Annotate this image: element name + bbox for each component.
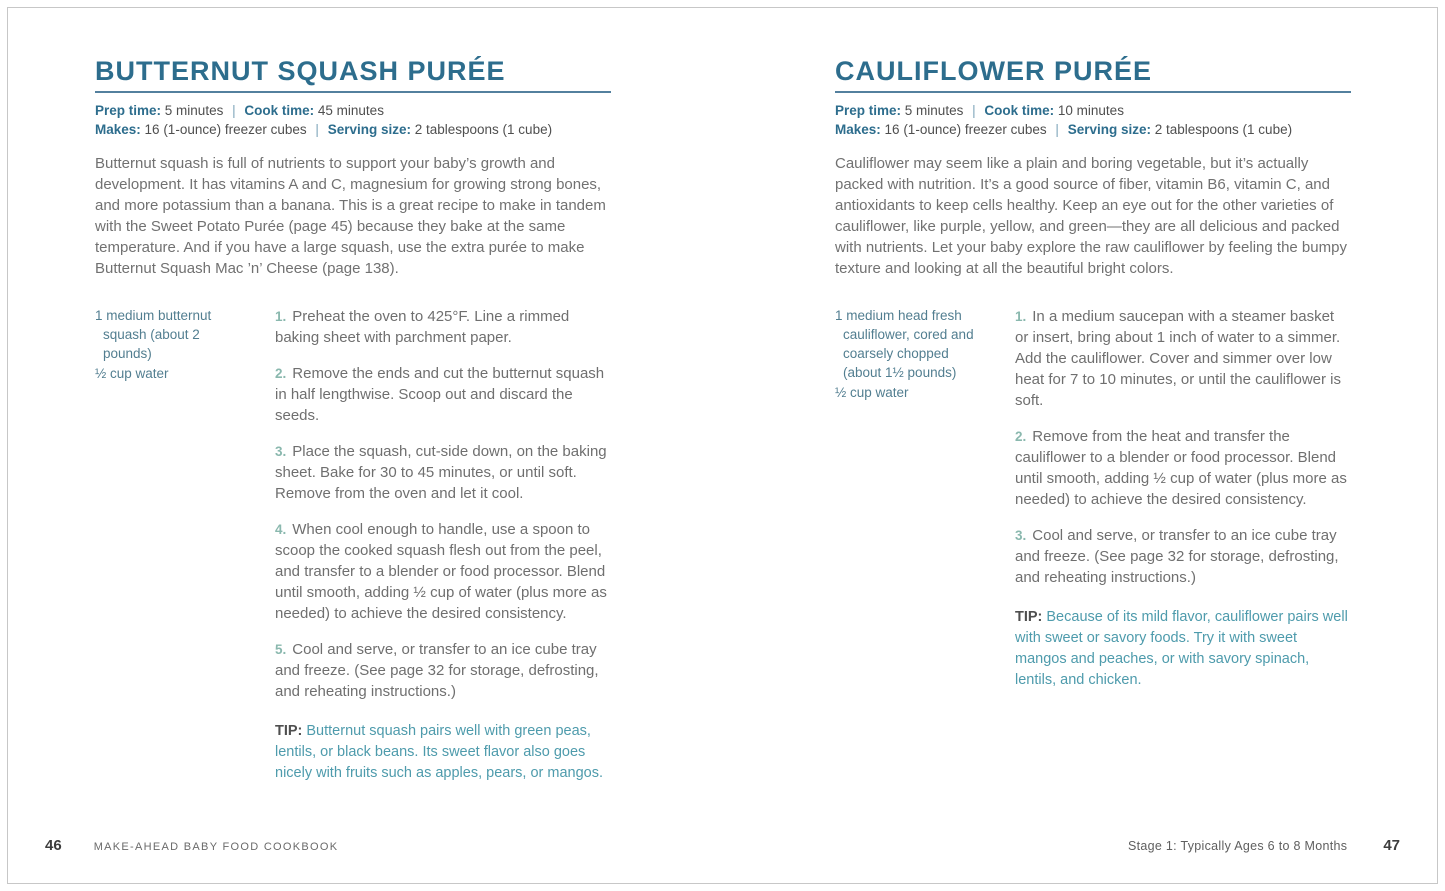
recipe-body [95,306,611,784]
prep-time-value: 5 minutes [904,103,964,118]
step-number: 3. [1015,528,1027,543]
step-text: When cool enough to handle, use a spoon to scoop the cooked squash flesh out from the peel, and transfer to a blender or food processor. Blend until smooth, adding ½ cup of water (plus more as needed) to achieve the desired consistency. [275,521,607,622]
meta-separator: | [1055,122,1059,137]
meta-separator: | [232,103,236,118]
footer-right [1128,837,1400,854]
page-number-right: 47 [1383,837,1400,854]
recipe-title: CAULIFLOWER PURÉE [835,56,1152,86]
step-text: In a medium saucepan with a steamer basket or insert, bring about 1 inch of water to a simmer. Add the cauliflower. Cover and simmer over low heat for 7 to 10 minutes, or until the cauliflower is soft. [1015,308,1342,409]
meta-line-times [95,101,611,120]
makes-label: Makes: [835,122,881,137]
step-item [1015,306,1351,411]
step-list [1015,306,1351,691]
step-text: Preheat the oven to 425°F. Line a rimmed baking sheet with parchment paper. [275,308,570,346]
cook-time-value: 45 minutes [317,103,384,118]
prep-time-label: Prep time: [95,103,162,118]
meta-line-yield [95,120,611,139]
makes-value: 16 (1-ounce) freezer cubes [144,122,307,137]
step-number: 5. [275,642,287,657]
meta-separator: | [972,103,976,118]
book-title-footer: MAKE-AHEAD BABY FOOD COOKBOOK [93,841,339,853]
ingredient-item: ½ cup water [835,385,909,400]
step-item [275,363,611,426]
step-number: 1. [275,309,287,324]
ingredient-item: ½ cup water [95,366,169,381]
tip-text: Butternut squash pairs well with green peas, lentils, or black beans. Its sweet flavor also goes nicely with fruits such as apples, pears, or mangos. [275,723,604,781]
step-text: Cool and serve, or transfer to an ice cube tray and freeze. (See page 32 for storage, defrosting, and reheating instructions.) [275,641,599,700]
step-number: 2. [275,366,287,381]
step-text: Cool and serve, or transfer to an ice cube tray and freeze. (See page 32 for storage, defrosting, and reheating instructions.) [1015,527,1339,586]
recipe-page-cauliflower [835,56,1351,691]
step-number: 1. [1015,309,1027,324]
page-number-left: 46 [45,837,62,854]
recipe-meta [95,101,611,139]
footer-left [45,837,338,854]
step-item [275,519,611,624]
chapter-title-footer: Stage 1: Typically Ages 6 to 8 Months [1127,839,1348,853]
meta-separator: | [315,122,319,137]
step-text: Place the squash, cut-side down, on the baking sheet. Bake for 30 to 45 minutes, or until soft. Remove from the oven and let it cool. [275,443,607,502]
ingredient-item: 1 medium butternut squash (about 2 pounds) [95,308,212,361]
footer [0,837,1445,859]
step-item [275,306,611,348]
tip-label: TIP: [1015,609,1043,625]
recipe-page-butternut-squash [95,56,611,784]
step-number: 2. [1015,429,1027,444]
step-number: 3. [275,444,287,459]
recipe-meta [835,101,1351,139]
recipe-title: BUTTERNUT SQUASH PURÉE [95,56,506,86]
cook-time-value: 10 minutes [1057,103,1124,118]
title-rule [95,91,611,93]
serving-size-label: Serving size: [327,122,411,137]
cook-time-label: Cook time: [984,103,1055,118]
ingredient-list [835,306,985,403]
recipe-intro: Butternut squash is full of nutrients to support your baby’s growth and development. It has vitamins A and C, magnesium for growing strong bones, and more potassium than a banana. This is a great recipe to make in tandem with the Sweet Potato Purée (page 45) because they bake at the same temperature. And if you have a large squash, use the extra purée to make Butternut Squash Mac ’n’ Cheese (page 138). [95,155,606,277]
makes-label: Makes: [95,122,141,137]
step-list [275,306,611,784]
step-number: 4. [275,522,287,537]
title-rule [835,91,1351,93]
makes-value: 16 (1-ounce) freezer cubes [884,122,1047,137]
step-text: Remove the ends and cut the butternut squash in half lengthwise. Scoop out and discard the seeds. [275,365,605,424]
tip-text: Because of its mild flavor, cauliflower pairs well with sweet or savory foods. Try it with sweet mangos and peaches, or with savory spinach, lentils, and chicken. [1015,609,1348,688]
prep-time-label: Prep time: [835,103,902,118]
cook-time-label: Cook time: [244,103,315,118]
ingredient-item: 1 medium head fresh cauliflower, cored and coarsely chopped (about 1½ pounds) [835,308,974,380]
meta-line-yield [835,120,1351,139]
step-item [275,639,611,702]
recipe-tip [275,721,611,784]
serving-size-value: 2 tablespoons (1 cube) [1154,122,1293,137]
recipe-body [835,306,1351,691]
step-text: Remove from the heat and transfer the cauliflower to a blender or food processor. Blend until smooth, adding ½ cup of water (plus more as needed) to achieve the desired consistency. [1015,428,1347,508]
serving-size-label: Serving size: [1067,122,1151,137]
tip-label: TIP: [275,723,303,739]
meta-line-times [835,101,1351,120]
prep-time-value: 5 minutes [164,103,224,118]
serving-size-value: 2 tablespoons (1 cube) [414,122,553,137]
step-item [1015,525,1351,588]
step-item [1015,426,1351,510]
recipe-tip [1015,607,1351,691]
recipe-intro: Cauliflower may seem like a plain and boring vegetable, but it’s actually packed with nutrition. It’s a good source of fiber, vitamin B6, vitamin C, and antioxidants to keep cells healthy. Keep an eye out for the other varieties of cauliflower, like purple, yellow, and green—they are all delicious and packed with nutrients. Let your baby explore the raw cauliflower by feeling the bumpy texture and looking at all the beautiful bright colors. [835,155,1347,277]
step-item [275,441,611,504]
ingredient-list [95,306,245,384]
